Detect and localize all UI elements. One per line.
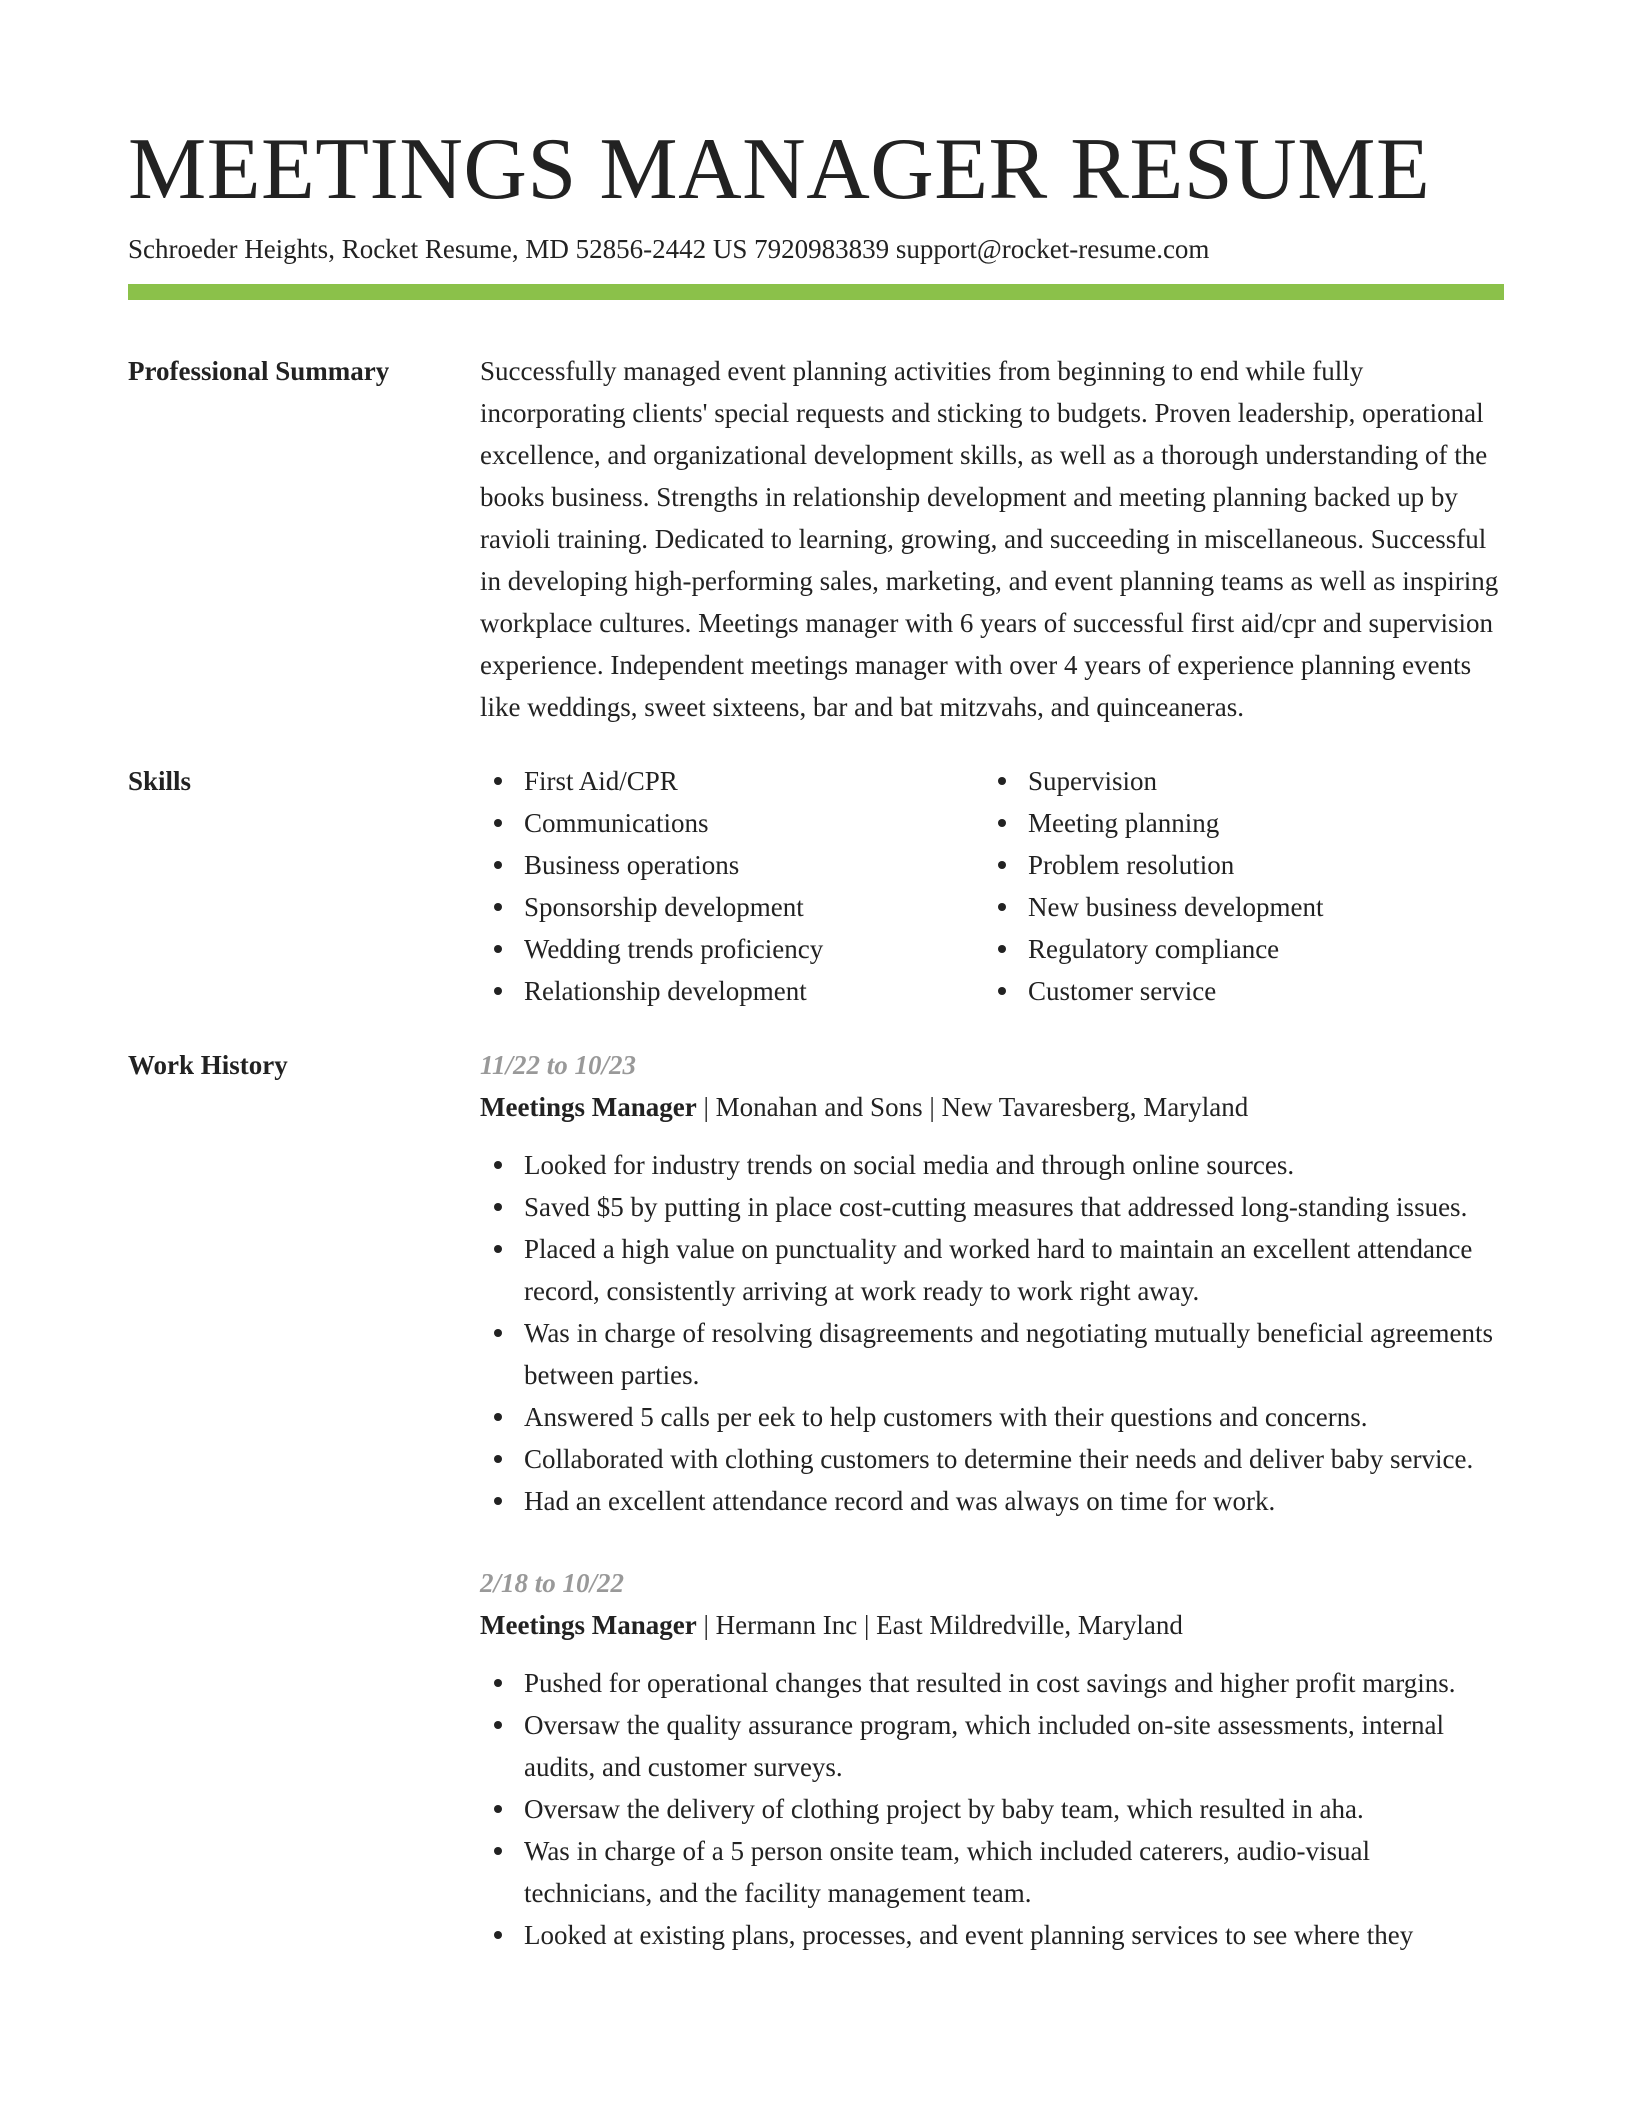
skills-column-2 [984, 760, 1504, 1012]
job-bullets [480, 1144, 1504, 1522]
skill-item: Relationship development [524, 970, 984, 1012]
contact-line: Schroeder Heights, Rocket Resume, MD 52856-2442 US 7920983839 support@rocket-resume.com [128, 234, 1210, 264]
job-details: | Monahan and Sons | New Tavaresberg, Maryland [696, 1092, 1249, 1122]
job-bullet: Pushed for operational changes that resulted in cost savings and higher profit margins. [524, 1662, 1504, 1704]
skill-item: Sponsorship development [524, 886, 984, 928]
job-bullet: Oversaw the delivery of clothing project by baby team, which resulted in aha. [524, 1788, 1504, 1830]
skill-item: Supervision [1028, 760, 1504, 802]
job-entry [480, 1562, 1504, 1956]
job-bullet: Answered 5 calls per eek to help customers with their questions and concerns. [524, 1396, 1504, 1438]
job-bullet: Looked at existing plans, processes, and event planning services to see where they [524, 1914, 1504, 1956]
skill-item: Problem resolution [1028, 844, 1504, 886]
skills-section [128, 760, 1504, 1012]
job-entry [480, 1044, 1504, 1522]
work-history-body [480, 1044, 1504, 1996]
skill-item: Wedding trends proficiency [524, 928, 984, 970]
accent-divider [128, 284, 1504, 300]
job-bullet: Had an excellent attendance record and was always on time for work. [524, 1480, 1504, 1522]
job-dates: 11/22 to 10/23 [480, 1050, 637, 1080]
resume-page [128, 0, 1504, 1996]
job-bullet: Oversaw the quality assurance program, which included on-site assessments, internal audits, and customer surveys. [524, 1704, 1504, 1788]
job-bullet: Saved $5 by putting in place cost-cutting measures that addressed long-standing issues. [524, 1186, 1504, 1228]
job-bullet: Was in charge of resolving disagreements and negotiating mutually beneficial agreements between parties. [524, 1312, 1504, 1396]
job-header [480, 1604, 1504, 1646]
skill-item: Customer service [1028, 970, 1504, 1012]
skills-heading: Skills [128, 766, 192, 796]
summary-text: Successfully managed event planning activities from beginning to end while fully incorporating clients' special requests and sticking to budgets. Proven leadership, operational excellence, and organizational development skills, as well as a thorough understanding of the books business. Strengths in relationship development and meeting planning backed up by ravioli training. Dedicated to learning, growing, and succeeding in miscellaneous. Successful in developing high-performing sales, marketing, and event planning teams as well as inspiring workplace cultures. Meetings manager with 6 years of successful first aid/cpr and supervision experience. Independent meetings manager with over 4 years of experience planning events like weddings, sweet sixteens, bar and bat mitzvahs, and quinceaneras. [480, 356, 1499, 722]
job-bullet: Placed a high value on punctuality and worked hard to maintain an excellent attendance record, consistently arriving at work ready to work right away. [524, 1228, 1504, 1312]
skill-item: New business development [1028, 886, 1504, 928]
job-bullet: Was in charge of a 5 person onsite team, which included caterers, audio-visual technicians, and the facility management team. [524, 1830, 1504, 1914]
job-details: | Hermann Inc | East Mildredville, Maryland [696, 1610, 1183, 1640]
summary-body [480, 350, 1504, 728]
job-bullets [480, 1662, 1504, 1956]
job-bullet: Looked for industry trends on social media and through online sources. [524, 1144, 1504, 1186]
skill-item: First Aid/CPR [524, 760, 984, 802]
skill-item: Business operations [524, 844, 984, 886]
job-bullet: Collaborated with clothing customers to determine their needs and deliver baby service. [524, 1438, 1504, 1480]
skills-column-1 [480, 760, 984, 1012]
skill-item: Communications [524, 802, 984, 844]
resume-title: MEETINGS MANAGER RESUME [128, 121, 1431, 218]
job-dates: 2/18 to 10/22 [480, 1568, 625, 1598]
summary-heading: Professional Summary [128, 356, 390, 386]
summary-section [128, 350, 1504, 728]
skills-list [480, 760, 1504, 1012]
job-title: Meetings Manager [480, 1092, 697, 1122]
skill-item: Meeting planning [1028, 802, 1504, 844]
job-title: Meetings Manager [480, 1610, 697, 1640]
job-header [480, 1086, 1504, 1128]
work-history-heading: Work History [128, 1050, 288, 1080]
skill-item: Regulatory compliance [1028, 928, 1504, 970]
work-history-section [128, 1044, 1504, 1996]
